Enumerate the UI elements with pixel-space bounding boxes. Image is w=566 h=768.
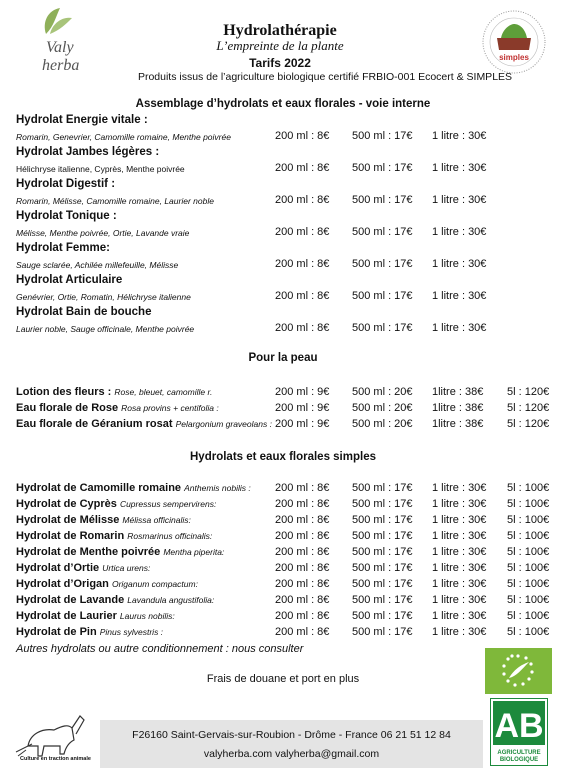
price-1l: 1litre : 38€	[432, 402, 484, 414]
price-5l: 5l : 100€	[507, 578, 550, 590]
price-200ml: 200 ml : 8€	[275, 594, 330, 606]
price-500ml: 500 ml : 17€	[352, 610, 413, 622]
price-200ml: 200 ml : 8€	[275, 498, 330, 510]
price-5l: 5l : 100€	[507, 498, 550, 510]
product-name	[16, 386, 212, 398]
price-5l: 5l : 100€	[507, 626, 550, 638]
price-200ml: 200 ml : 8€	[275, 514, 330, 526]
consult-note: Autres hydrolats ou autre conditionnement : nous consulter	[16, 643, 304, 655]
price-1l: 1 litre : 30€	[432, 194, 487, 206]
price-1l: 1 litre : 30€	[432, 498, 487, 510]
section-title-skin: Pour la peau	[248, 352, 318, 364]
price-500ml: 500 ml : 17€	[352, 514, 413, 526]
price-500ml: 500 ml : 17€	[352, 322, 413, 334]
product-title: Hydrolat de Romarin	[16, 530, 125, 542]
price-500ml: 500 ml : 17€	[352, 498, 413, 510]
product-title: Lotion des fleurs :	[16, 386, 112, 398]
svg-text:AB: AB	[494, 707, 544, 745]
price-500ml: 500 ml : 20€	[352, 402, 413, 414]
product-row	[16, 530, 556, 546]
product-title: Hydrolat de Menthe poivrée	[16, 546, 161, 558]
latin-name: Lavandula angustifolia:	[127, 595, 215, 605]
eu-organic-logo	[485, 648, 552, 694]
product-title: Hydrolat de Laurier	[16, 610, 117, 622]
price-200ml: 200 ml : 9€	[275, 386, 330, 398]
price-500ml: 500 ml : 17€	[352, 562, 413, 574]
price-500ml: 500 ml : 17€	[352, 546, 413, 558]
product-row	[16, 546, 556, 562]
product-title: Hydrolat de Camomille romaine	[16, 482, 182, 494]
tarifs-heading: Tarifs 2022	[249, 56, 311, 70]
price-1l: 1 litre : 30€	[432, 562, 487, 574]
ab-text-1: AGRICULTURE	[497, 750, 541, 756]
price-500ml: 500 ml : 17€	[352, 162, 413, 174]
price-500ml: 500 ml : 20€	[352, 386, 413, 398]
price-5l: 5l : 100€	[507, 562, 550, 574]
price-200ml: 200 ml : 8€	[275, 610, 330, 622]
latin-name: Rosmarinus officinalis:	[127, 531, 213, 541]
horse-caption: Culture en traction animale	[20, 756, 91, 762]
product-name: Hydrolat Articulaire	[16, 274, 123, 286]
product-name	[16, 482, 251, 494]
product-row	[16, 498, 556, 514]
price-5l: 5l : 100€	[507, 610, 550, 622]
footer-contacts: valyherba.com valyherba@gmail.com	[203, 748, 380, 760]
product-row	[16, 562, 556, 578]
price-1l: 1 litre : 30€	[432, 594, 487, 606]
page-subtitle: L’empreinte de la plante	[216, 38, 344, 53]
section-title-internal: Assemblage d’hydrolats et eaux florales - voie interne	[135, 98, 431, 110]
product-name	[16, 402, 219, 414]
price-1l: 1 litre : 30€	[432, 514, 487, 526]
latin-name: Mentha piperita:	[163, 547, 225, 557]
product-name: Hydrolat Energie vitale :	[16, 114, 148, 126]
latin-name: Cupressus sempervirens:	[119, 499, 217, 509]
footer-band	[100, 720, 483, 768]
certification-text: Produits issus de l’agriculture biologique certifié FRBIO-001 Ecocert & SIMPLES	[137, 71, 513, 83]
product-name	[16, 498, 216, 510]
product-name	[16, 562, 150, 574]
price-500ml: 500 ml : 20€	[352, 418, 413, 430]
latin-name: Pelargonium graveolans :	[175, 419, 272, 429]
logo-text-valy: Valy	[46, 39, 74, 56]
product-name: Hydrolat Femme:	[16, 242, 110, 254]
price-200ml: 200 ml : 8€	[275, 546, 330, 558]
product-name: Hydrolat Tonique :	[16, 210, 117, 222]
product-row	[16, 482, 556, 498]
product-name	[16, 418, 272, 430]
price-500ml: 500 ml : 17€	[352, 482, 413, 494]
product-row	[16, 290, 556, 306]
price-5l: 5l : 120€	[507, 418, 550, 430]
product-row	[16, 322, 556, 338]
latin-name: Pinus sylvestris :	[99, 627, 164, 637]
price-1l: 1litre : 38€	[432, 418, 484, 430]
ingredients-list: Laurier noble, Sauge officinale, Menthe poivrée	[16, 324, 195, 334]
product-row	[16, 386, 556, 402]
price-200ml: 200 ml : 8€	[275, 226, 330, 238]
product-row	[16, 610, 556, 626]
price-200ml: 200 ml : 9€	[275, 402, 330, 414]
price-500ml: 500 ml : 17€	[352, 258, 413, 270]
product-row	[16, 514, 556, 530]
product-name: Hydrolat Jambes légères :	[16, 146, 160, 158]
ingredients-list: Genévrier, Ortie, Romatin, Hélichryse italienne	[16, 292, 191, 302]
price-1l: 1 litre : 30€	[432, 130, 487, 142]
price-5l: 5l : 100€	[507, 594, 550, 606]
price-500ml: 500 ml : 17€	[352, 226, 413, 238]
product-name	[16, 610, 175, 622]
price-1l: 1 litre : 30€	[432, 290, 487, 302]
latin-name: Anthemis nobilis :	[184, 483, 251, 493]
price-500ml: 500 ml : 17€	[352, 594, 413, 606]
price-200ml: 200 ml : 8€	[275, 322, 330, 334]
page-title: Hydrolathérapie	[223, 22, 337, 39]
price-200ml: 200 ml : 8€	[275, 578, 330, 590]
product-name	[16, 626, 163, 638]
latin-name: Rosa provins + centifolia :	[121, 403, 219, 413]
price-5l: 5l : 100€	[507, 482, 550, 494]
product-name	[16, 578, 198, 590]
logo-text-herba: herba	[42, 57, 80, 74]
price-200ml: 200 ml : 8€	[275, 290, 330, 302]
price-1l: 1 litre : 30€	[432, 162, 487, 174]
price-1l: 1 litre : 30€	[432, 482, 487, 494]
product-title: Hydrolat de Pin	[16, 626, 97, 638]
product-row	[16, 402, 556, 418]
product-title: Hydrolat d’Origan	[16, 578, 109, 590]
product-name: Hydrolat Bain de bouche	[16, 306, 152, 318]
price-5l: 5l : 120€	[507, 402, 550, 414]
price-200ml: 200 ml : 8€	[275, 162, 330, 174]
simples-text: simples	[499, 53, 529, 62]
price-5l: 5l : 100€	[507, 530, 550, 542]
product-title: Hydrolat de Cyprès	[16, 498, 117, 510]
product-row	[16, 194, 556, 210]
price-1l: 1 litre : 30€	[432, 546, 487, 558]
product-title: Hydrolat de Lavande	[16, 594, 125, 606]
ingredients-list: Mélisse, Menthe poivrée, Ortie, Lavande vraie	[16, 228, 190, 238]
section-title-simple: Hydrolats et eaux florales simples	[190, 451, 376, 463]
product-row	[16, 226, 556, 242]
price-500ml: 500 ml : 17€	[352, 290, 413, 302]
product-name	[16, 546, 224, 558]
price-500ml: 500 ml : 17€	[352, 130, 413, 142]
price-200ml: 200 ml : 8€	[275, 130, 330, 142]
product-row	[16, 626, 556, 642]
price-1l: 1 litre : 30€	[432, 530, 487, 542]
latin-name: Urtica urens:	[102, 563, 151, 573]
product-title: Hydrolat d’Ortie	[16, 562, 100, 574]
ingredients-list: Romarin, Mélisse, Camomille romaine, Laurier noble	[16, 196, 214, 206]
price-200ml: 200 ml : 8€	[275, 530, 330, 542]
price-200ml: 200 ml : 9€	[275, 418, 330, 430]
price-1l: 1 litre : 30€	[432, 610, 487, 622]
price-200ml: 200 ml : 8€	[275, 562, 330, 574]
product-row	[16, 162, 556, 178]
ingredients-list: Sauge sclarée, Achilée millefeuille, Mélisse	[16, 260, 179, 270]
ingredients-list: Hélichryse italienne, Cyprès, Menthe poivrée	[16, 164, 185, 174]
valyherba-logo	[32, 4, 100, 78]
latin-name: Rose, bleuet, camomille r.	[114, 387, 213, 397]
price-200ml: 200 ml : 8€	[275, 258, 330, 270]
simples-logo	[475, 8, 553, 80]
latin-name: Origanum compactum:	[111, 579, 198, 589]
price-1l: 1 litre : 30€	[432, 322, 487, 334]
product-row	[16, 418, 556, 434]
footer-address: F26160 Saint-Gervais-sur-Roubion - Drôme - France 06 21 51 12 84	[132, 729, 451, 741]
ingredients-list: Romarin, Genevrier, Camomille romaine, Menthe poivrée	[16, 132, 231, 142]
product-title: Eau florale de Rose	[16, 402, 119, 414]
product-row	[16, 130, 556, 146]
latin-name: Laurus nobilis:	[119, 611, 175, 621]
product-title: Hydrolat de Mélisse	[16, 514, 120, 526]
ab-logo	[490, 698, 548, 766]
price-500ml: 500 ml : 17€	[352, 626, 413, 638]
price-5l: 5l : 120€	[507, 386, 550, 398]
price-5l: 5l : 100€	[507, 546, 550, 558]
price-500ml: 500 ml : 17€	[352, 194, 413, 206]
price-5l: 5l : 100€	[507, 514, 550, 526]
ab-text-2: BIOLOGIQUE	[499, 757, 539, 763]
price-200ml: 200 ml : 8€	[275, 194, 330, 206]
price-1l: 1 litre : 30€	[432, 626, 487, 638]
product-name: Hydrolat Digestif :	[16, 178, 116, 190]
latin-name: Mélissa officinalis:	[122, 515, 191, 525]
price-200ml: 200 ml : 8€	[275, 626, 330, 638]
price-200ml: 200 ml : 8€	[275, 482, 330, 494]
product-row	[16, 258, 556, 274]
product-name	[16, 514, 191, 526]
price-1l: 1 litre : 30€	[432, 578, 487, 590]
price-500ml: 500 ml : 17€	[352, 578, 413, 590]
product-name	[16, 530, 212, 542]
price-1l: 1 litre : 30€	[432, 258, 487, 270]
price-500ml: 500 ml : 17€	[352, 530, 413, 542]
product-name	[16, 594, 214, 606]
product-title: Eau florale de Géranium rosat	[16, 418, 173, 430]
product-row	[16, 594, 556, 610]
shipping-note: Frais de douane et port en plus	[206, 673, 360, 685]
price-1l: 1litre : 38€	[432, 386, 484, 398]
price-1l: 1 litre : 30€	[432, 226, 487, 238]
product-row	[16, 578, 556, 594]
